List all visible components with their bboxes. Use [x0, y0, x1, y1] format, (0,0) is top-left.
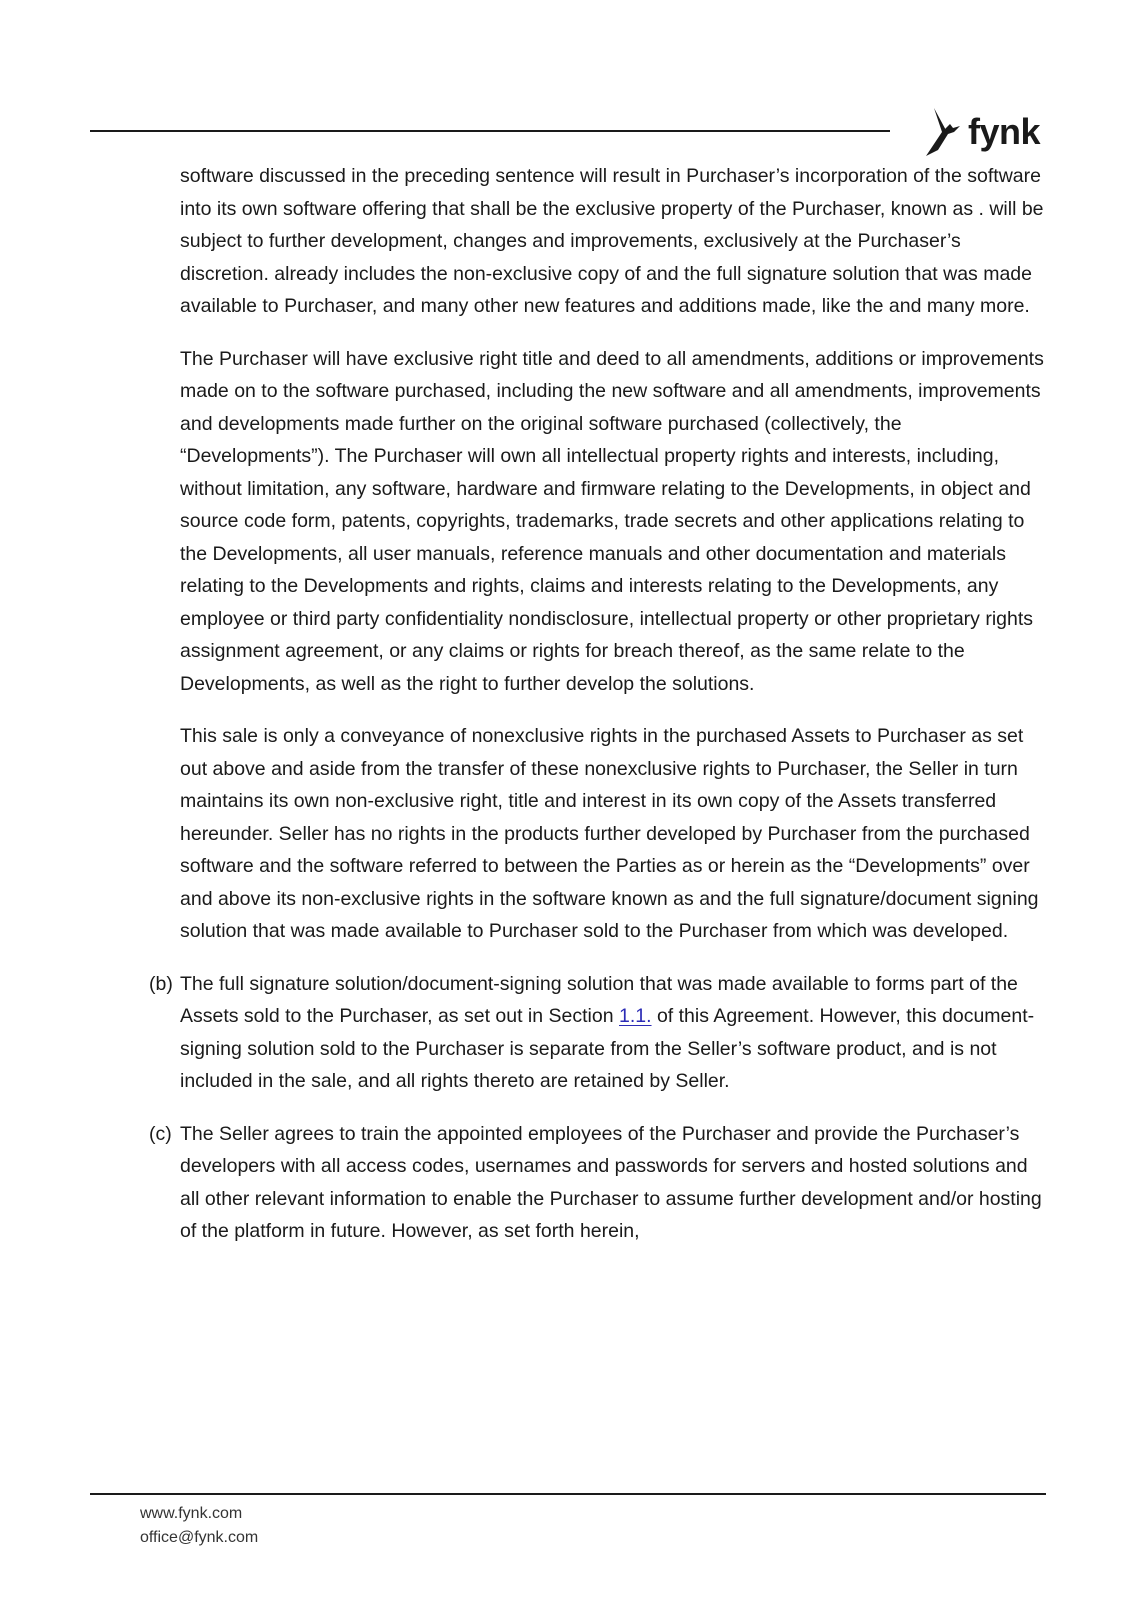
clause-c-text: The Seller agrees to train the appointed employees of the Purchaser and provide the Purchaser’s developers with all access codes, usernames and passwords for servers and hosted solutions and all other relevant information to enable the Purchaser to assume further development and/or hosting of the platform in future. However, as set forth herein, — [180, 1122, 1042, 1242]
paragraph-nonexclusive-conveyance: This sale is only a conveyance of nonexclusive rights in the purchased Assets to Purchaser as set out above and aside from the transfer of these nonexclusive rights to Purchaser, the Seller in turn maintains its own non-exclusive right, title and interest in its own copy of the Assets transferred hereunder. Seller has no rights in the products further developed by Purchaser from the purchased software and the software referred to between the Parties as or herein as the “Developments” over and above its non-exclusive rights in the software known as and the full signature/document signing solution that was made available to Purchaser sold to the Purchaser from which was developed. — [180, 725, 1039, 942]
footer-email: office@fynk.com — [140, 1529, 259, 1546]
footer-rule — [90, 1493, 1046, 1495]
clause-b-text-after: of this Agreement. However, this document-signing solution sold to the Purchaser is separate from the Seller’s software product, and is not included in the sale, and all rights thereto are retained by Seller. — [180, 1005, 1035, 1092]
paragraph-software-incorporation: software discussed in the preceding sentence will result in Purchaser’s incorporation of the software into its own software offering that shall be the exclusive property of the Purchaser, known as . will be subject to further development, changes and improvements, exclusively at the Purchaser’s discretion. already includes the non-exclusive copy of and the full signature solution that was made available to Purchaser, and many other new features and additions made, like the and many more. — [180, 165, 1044, 317]
footer — [140, 1502, 258, 1550]
fynk-logo — [920, 104, 1040, 160]
bird-logo-icon — [920, 106, 964, 158]
logo-wordmark: fynk — [968, 111, 1041, 152]
header-rule — [90, 130, 890, 132]
footer-website: www.fynk.com — [140, 1505, 243, 1522]
clause-marker-b: (b) — [149, 972, 173, 995]
document-body — [149, 160, 1050, 1268]
paragraph-developments-rights: The Purchaser will have exclusive right title and deed to all amendments, additions or improvements made on to the software purchased, including the new software and all amendments, improvements and developments made further on the original software purchased (collectively, the “Developments”). The Purchaser will own all intellectual property rights and interests, including, without limitation, any software, hardware and firmware relating to the Developments, in object and source code form, patents, copyrights, trademarks, trade secrets and other applications relating to the Developments, all user manuals, reference manuals and other documentation and materials relating to the Developments and rights, claims and interests relating to the Developments, any employee or third party confidentiality nondisclosure, intellectual property or other proprietary rights assignment agreement, or any claims or rights for breach thereof, as the same relate to the Developments, as well as the right to further develop the solutions. — [180, 347, 1044, 695]
clause-item-c — [149, 1118, 1050, 1248]
section-reference-link[interactable]: 1.1. — [619, 1005, 652, 1027]
clause-b-text-before: The full signature solution/document-signing solution that was made available to forms part of the Assets sold to the Purchaser, as set out in Section — [180, 972, 1018, 1027]
clause-marker-c: (c) — [149, 1122, 172, 1145]
clause-item-b — [149, 968, 1050, 1098]
